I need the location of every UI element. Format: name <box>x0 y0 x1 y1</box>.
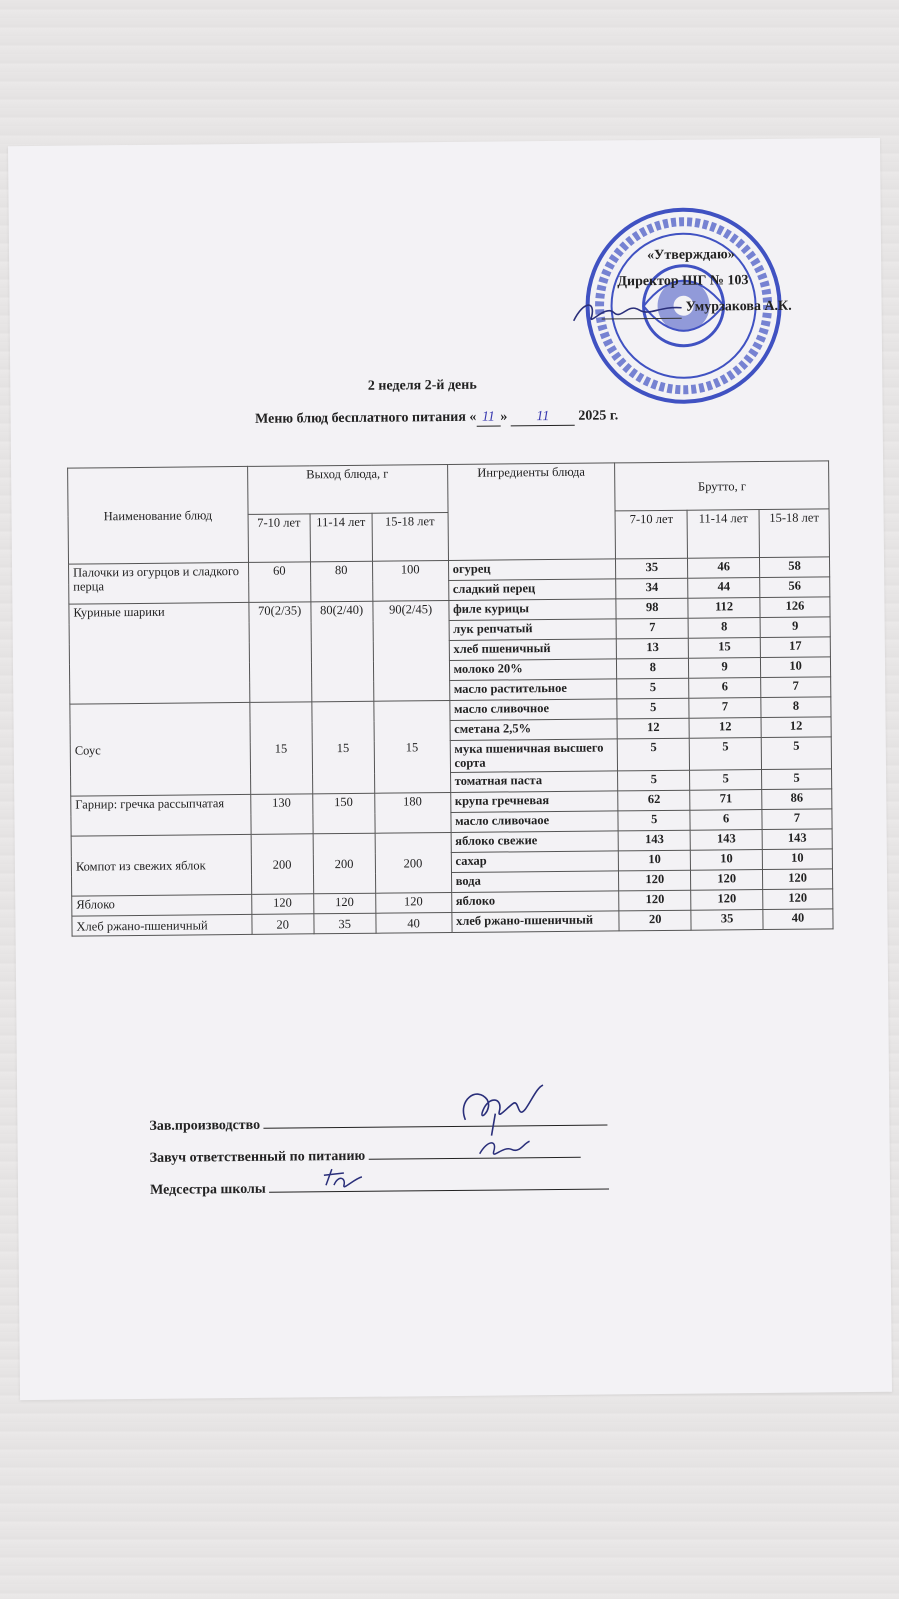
dish-output-15-18: 180 <box>374 792 450 833</box>
brutto-15-18: 120 <box>763 869 833 890</box>
brutto-11-14: 143 <box>690 830 762 851</box>
brutto-11-14: 8 <box>688 618 760 639</box>
ingredient-name: сметана 2,5% <box>450 719 618 741</box>
age-header-output-15-18: 15-18 лет <box>372 513 448 562</box>
brutto-15-18: 143 <box>762 829 832 850</box>
dish-output-11-14: 80(2/40) <box>311 601 374 702</box>
brutto-15-18: 56 <box>760 577 830 598</box>
ingredient-name: мука пшеничная высшего сорта <box>450 739 618 773</box>
col-header-name: Наименование блюд <box>68 466 249 564</box>
brutto-7-10: 20 <box>619 910 691 931</box>
brutto-11-14: 9 <box>689 658 761 679</box>
dish-output-15-18: 40 <box>376 912 452 933</box>
brutto-15-18: 86 <box>762 789 832 810</box>
menu-month-value: 11 <box>511 409 575 427</box>
brutto-15-18: 7 <box>761 677 831 698</box>
menu-title-sep: » <box>500 409 508 425</box>
approval-director-name: Умурзакова А.К. <box>685 298 792 315</box>
brutto-11-14: 35 <box>691 910 763 931</box>
dish-name: Хлеб ржано-пшеничный <box>72 914 252 936</box>
brutto-15-18: 17 <box>760 637 830 658</box>
ingredient-name: сладкий перец <box>448 579 616 601</box>
signature-production-label: Зав.производство <box>149 1117 261 1134</box>
dish-output-11-14: 120 <box>313 893 375 914</box>
dish-output-15-18: 120 <box>375 892 451 913</box>
brutto-7-10: 35 <box>616 558 688 579</box>
menu-table-body <box>69 557 834 936</box>
ingredient-name: масло сливочное <box>449 699 617 721</box>
dish-output-15-18: 90(2/45) <box>373 601 450 702</box>
menu-table <box>67 460 833 936</box>
dish-output-11-14: 200 <box>313 833 376 894</box>
brutto-7-10: 120 <box>619 890 691 911</box>
signature-nurse-row <box>150 1174 609 1198</box>
brutto-7-10: 10 <box>619 850 691 871</box>
brutto-11-14: 120 <box>691 890 763 911</box>
brutto-11-14: 71 <box>690 790 762 811</box>
ingredient-name: хлеб ржано-пшеничный <box>451 911 619 933</box>
approval-position: Директор ШГ № 103 <box>617 273 749 290</box>
director-signature-icon <box>569 294 689 329</box>
brutto-11-14: 7 <box>689 698 761 719</box>
brutto-7-10: 8 <box>617 658 689 679</box>
brutto-7-10: 143 <box>618 830 690 851</box>
brutto-11-14: 6 <box>690 810 762 831</box>
brutto-7-10: 98 <box>616 598 688 619</box>
brutto-7-10: 120 <box>619 870 691 891</box>
ingredient-name: яблоко <box>451 891 619 913</box>
dish-name: Компот из свежих яблок <box>71 834 251 896</box>
brutto-15-18: 9 <box>760 617 830 638</box>
ingredient-name: сахар <box>451 851 619 873</box>
ingredient-name: вода <box>451 871 619 893</box>
ingredient-name: томатная паста <box>450 771 618 793</box>
brutto-7-10: 5 <box>618 770 690 791</box>
brutto-15-18: 5 <box>762 769 832 790</box>
ingredient-name: лук репчатый <box>449 619 617 641</box>
brutto-7-10: 5 <box>618 810 690 831</box>
approval-title: «Утверждаю» <box>647 247 735 264</box>
brutto-7-10: 13 <box>617 638 689 659</box>
dish-output-7-10: 120 <box>251 894 313 915</box>
ingredient-name: масло сливочаое <box>450 811 618 833</box>
col-header-ingredients: Ингредиенты блюда <box>447 463 616 561</box>
ingredient-name: молоко 20% <box>449 659 617 681</box>
head-teacher-signature-icon <box>474 1135 534 1162</box>
menu-day-value: 11 <box>476 410 500 427</box>
signature-head-teacher-label: Завуч ответственный по питанию <box>149 1148 366 1166</box>
brutto-7-10: 34 <box>616 578 688 599</box>
dish-output-11-14: 15 <box>312 701 375 794</box>
brutto-15-18: 126 <box>760 597 830 618</box>
menu-document <box>8 138 892 1400</box>
brutto-15-18: 120 <box>763 889 833 910</box>
dish-name: Палочки из огурцов и сладкого перца <box>69 562 249 604</box>
brutto-11-14: 46 <box>688 558 760 579</box>
brutto-15-18: 5 <box>761 737 831 770</box>
col-header-output: Выход блюда, г <box>247 465 447 515</box>
nurse-signature-icon <box>318 1163 368 1193</box>
dish-output-7-10: 60 <box>248 562 310 603</box>
brutto-7-10: 5 <box>617 678 689 699</box>
brutto-11-14: 12 <box>689 718 761 739</box>
signature-production-line <box>264 1111 608 1129</box>
brutto-15-18: 7 <box>762 809 832 830</box>
dish-output-11-14: 150 <box>312 793 374 834</box>
dish-output-7-10: 15 <box>250 702 313 795</box>
brutto-11-14: 10 <box>690 850 762 871</box>
ingredient-name: крупа гречневая <box>450 791 618 813</box>
week-day-title: 2 неделя 2-й день <box>367 377 477 394</box>
dish-output-7-10: 70(2/35) <box>249 602 312 703</box>
brutto-15-18: 58 <box>760 557 830 578</box>
brutto-15-18: 40 <box>763 909 833 930</box>
dish-name: Яблоко <box>72 894 252 916</box>
ingredient-name: огурец <box>448 559 616 581</box>
brutto-11-14: 5 <box>690 770 762 791</box>
dish-name: Куриные шарики <box>69 602 250 704</box>
brutto-15-18: 10 <box>762 849 832 870</box>
menu-title <box>1 406 873 431</box>
brutto-7-10: 7 <box>616 618 688 639</box>
age-header-output-7-10: 7-10 лет <box>248 514 310 563</box>
brutto-11-14: 5 <box>689 738 761 771</box>
signature-nurse-label: Медсестра школы <box>149 1181 266 1198</box>
dish-output-7-10: 130 <box>250 794 312 835</box>
production-signature-icon <box>447 1079 548 1140</box>
brutto-7-10: 5 <box>618 738 690 771</box>
ingredient-name: хлеб пшеничный <box>449 639 617 661</box>
brutto-11-14: 44 <box>688 578 760 599</box>
dish-output-15-18: 100 <box>372 561 448 602</box>
brutto-15-18: 10 <box>760 657 830 678</box>
dish-name: Соус <box>70 702 251 796</box>
ingredient-name: яблоко свежие <box>451 831 619 853</box>
dish-output-15-18: 200 <box>375 832 451 893</box>
age-header-brutto-15-18: 15-18 лет <box>759 509 829 558</box>
col-header-brutto: Брутто, г <box>615 461 829 511</box>
brutto-7-10: 62 <box>618 790 690 811</box>
dish-name: Гарнир: гречка рассыпчатая <box>71 794 251 836</box>
dish-output-11-14: 35 <box>314 913 376 934</box>
menu-year: 2025 г. <box>578 408 619 424</box>
age-header-brutto-7-10: 7-10 лет <box>615 510 687 559</box>
brutto-7-10: 12 <box>617 718 689 739</box>
brutto-11-14: 120 <box>691 870 763 891</box>
brutto-11-14: 6 <box>689 678 761 699</box>
brutto-11-14: 112 <box>688 598 760 619</box>
menu-title-prefix: Меню блюд бесплатного питания « <box>255 409 477 427</box>
age-header-output-11-14: 11-14 лет <box>310 513 372 562</box>
brutto-11-14: 15 <box>688 638 760 659</box>
ingredient-name: филе курицы <box>448 599 616 621</box>
dish-output-7-10: 20 <box>252 914 314 935</box>
brutto-7-10: 5 <box>617 698 689 719</box>
dish-output-15-18: 15 <box>374 701 451 794</box>
dish-output-7-10: 200 <box>251 834 314 895</box>
ingredient-name: масло растительное <box>449 679 617 701</box>
brutto-15-18: 12 <box>761 717 831 738</box>
age-header-brutto-11-14: 11-14 лет <box>687 510 759 559</box>
dish-output-11-14: 80 <box>310 561 372 602</box>
brutto-15-18: 8 <box>761 697 831 718</box>
